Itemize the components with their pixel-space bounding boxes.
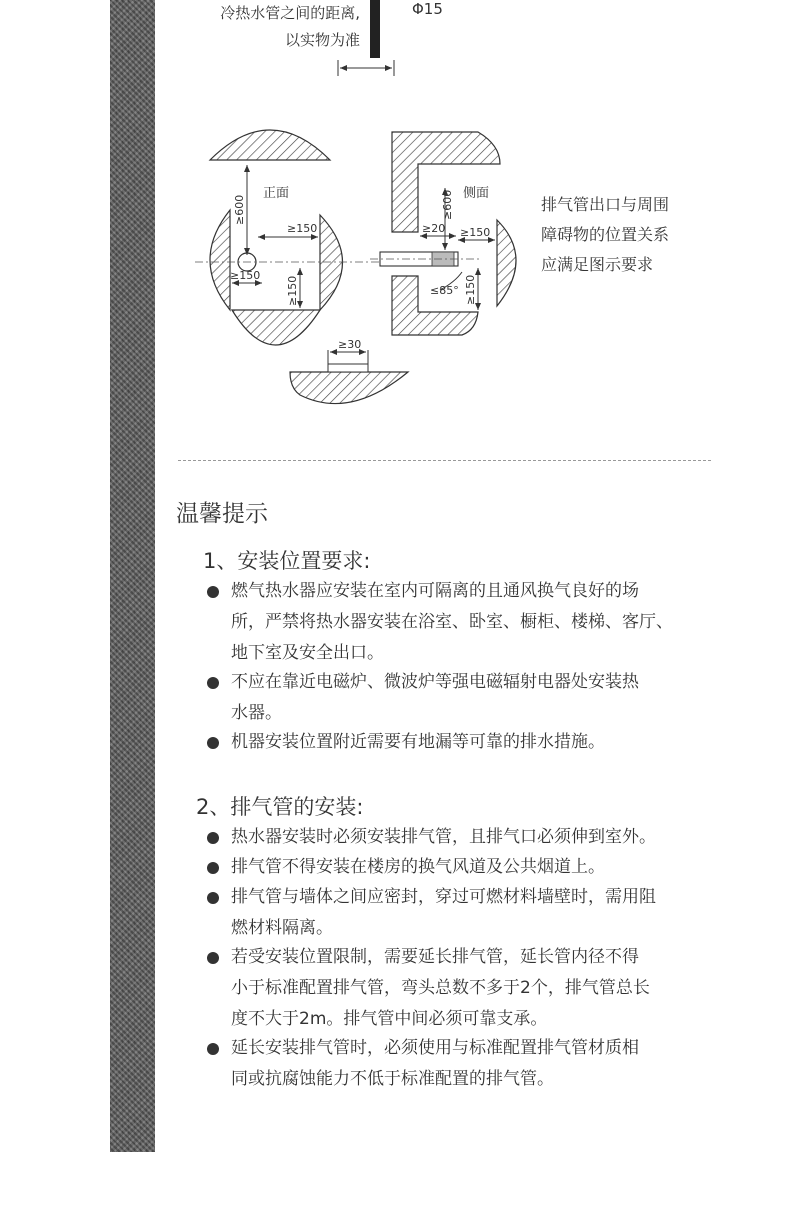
front-dim-600: ≥600 [233,194,246,225]
note-line: 排气管出口与周围 [541,195,670,214]
bullet-dot [207,737,219,749]
bottom-obstacle [290,372,408,404]
front-left-obstacle [210,210,230,310]
front-bottom-obstacle [232,310,320,345]
bullet-dot [207,832,219,844]
front-top-obstacle [210,130,330,160]
front-dim-150-left: ≥150 [230,269,261,282]
side-angle-85: ≤85° [430,284,459,297]
side-dim-600: ≥600 [441,189,454,220]
exhaust-position-note [541,190,669,280]
side-dim-150-vertical: ≥150 [464,274,477,305]
bullet-dot [207,586,219,598]
side-dim-20: ≥20 [422,222,446,235]
list-item: 排气管与墙体之间应密封，穿过可燃材料墙壁时，需用阻 燃材料隔离。 [207,882,721,944]
list-item: 机器安装位置附近需要有地漏等可靠的排水措施。 [207,727,721,758]
list-item: 燃气热水器应安装在室内可隔离的且通风换气良好的场 所，严禁将热水器安装在浴室、卧室、橱柜、楼梯、客厅、 地下室及安全出口。 [207,576,721,669]
front-dim-150-bottom: ≥150 [286,275,299,306]
front-right-obstacle [320,215,343,310]
list-item: 不应在靠近电磁炉、微波炉等强电磁辐射电器处安装热 水器。 [207,667,721,729]
dashed-divider [178,460,711,461]
hot-cold-pipe [370,0,380,58]
pipe-distance-caption-line1: 冷热水管之间的距离, [220,4,360,22]
list-item: 热水器安装时必须安装排气管，且排气口必须伸到室外。 [207,822,721,853]
list-item: 排气管不得安装在楼房的换气风道及公共烟道上。 [207,852,721,883]
list-item: 延长安装排气管时，必须使用与标准配置排气管材质相 同或抗腐蚀能力不低于标准配置的排气管。 [207,1033,721,1095]
note-line: 应满足图示要求 [541,255,654,274]
front-dim-150-top: ≥150 [287,222,318,235]
bottom-dim-30: ≥30 [338,338,362,351]
side-view-label: 侧面 [463,186,490,201]
bullet-dot [207,677,219,689]
side-dim-150: ≥150 [460,226,491,239]
section2-title: 2、排气管的安装: [196,795,364,819]
section1-title: 1、安装位置要求: [203,549,371,573]
stone-texture-strip [110,0,155,1152]
tips-title: 温馨提示 [176,501,268,527]
bullet-dot [207,892,219,904]
list-item: 若受安装位置限制，需要延长排气管，延长管内径不得 小于标准配置排气管，弯头总数不多于2个，排气管总长 度不大于2m。排气管中间必须可靠支承。 [207,942,721,1035]
bullet-dot [207,862,219,874]
bullet-dot [207,1043,219,1055]
front-view-label: 正面 [263,186,290,201]
bullet-dot [207,952,219,964]
side-right-obstacle [497,220,516,306]
note-line: 障碍物的位置关系 [541,225,670,244]
pipe-distance-caption-line2: 以实物为准 [284,31,360,49]
pipe-diameter-label: Φ15 [412,0,443,18]
